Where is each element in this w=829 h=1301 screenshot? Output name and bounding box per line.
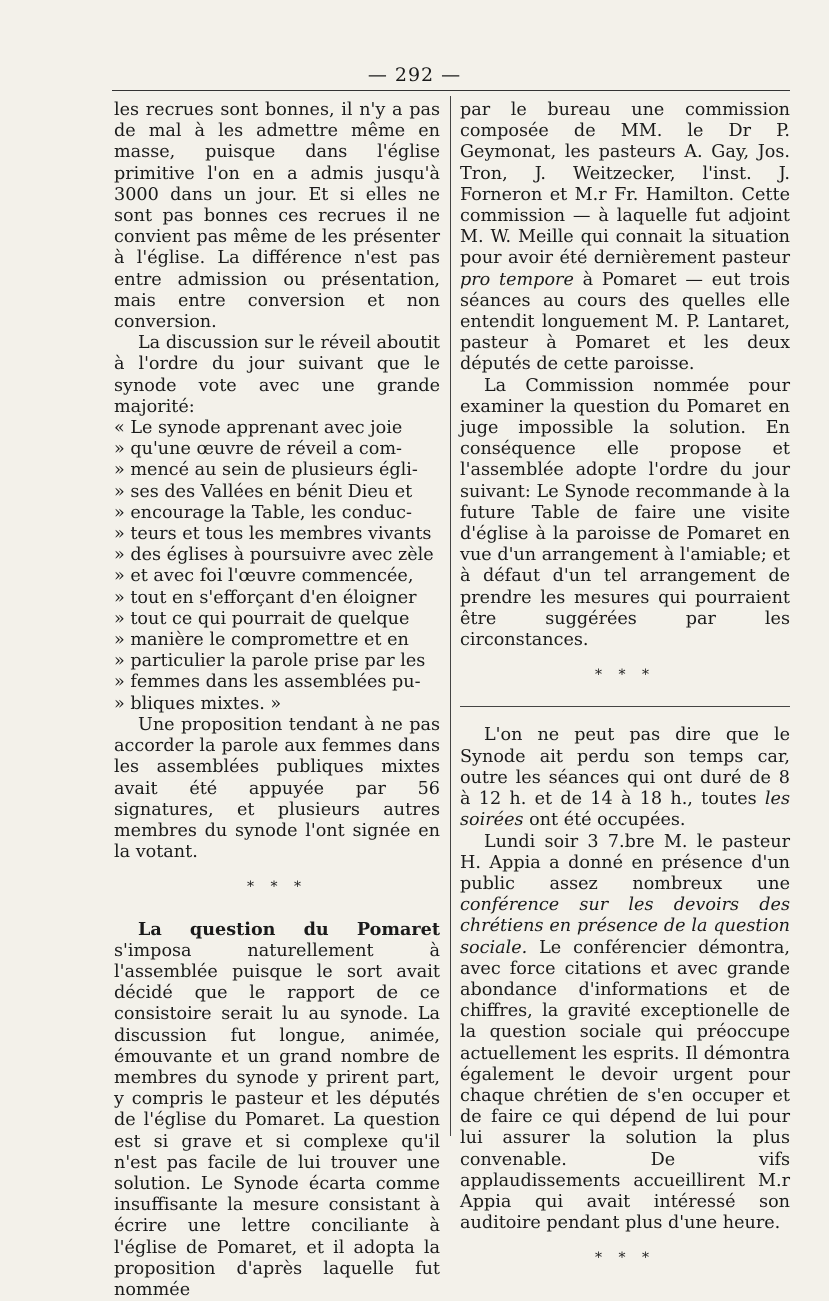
quote-line: » tout ce qui pourrait de quelque — [114, 608, 410, 629]
quote-line: » bliques mixtes. » — [114, 693, 282, 714]
quote-line: » des églises à poursuivre avec zèle — [114, 545, 434, 566]
quote-line: » manière le compromettre et en — [114, 630, 409, 651]
right-column — [460, 100, 790, 1290]
quote-line: » et avec foi l'œuvre commencée, — [114, 566, 414, 587]
section-separator: * * * — [247, 879, 307, 896]
paragraph: Lundi soir 3 7.bre M. le pasteur H. Appia a donné en présence d'un public assez nombreux une conférence sur les devoirs des chrétiens en présence de la question sociale. Le conférencier démontra, avec force citations et avec grande abondance d'informations et de chiffres, la gravité exceptionelle de la question sociale qui préoccupe actuellement les esprits. Il démontra également le devoir urgent pour chaque chrétien de s'en occuper et de faire ce qui dépend de lui pour lui assurer la solution la plus convenable. De vifs applaudissements accueillirent M.r Appia qui avait intéressé son auditoire pendant plus d'une heure. — [460, 831, 790, 1234]
separator-rule — [460, 706, 790, 707]
left-column — [114, 100, 440, 1301]
section-separator: * * * — [595, 1250, 655, 1267]
quote-line: » ses des Vallées en bénit Dieu et — [114, 481, 413, 502]
column-divider — [450, 96, 451, 1136]
paragraph: Une proposition tendant à ne pas accorder la parole aux femmes dans les assemblées publiques mixtes avait été appuyée par 56 signatures, et plusieurs autres membres du synode l'ont signée en la votant. — [114, 714, 440, 863]
paragraph: L'on ne peut pas dire que le Synode ait perdu son temps car, outre les séances qui ont duré de 8 à 12 h. et de 14 à 18 h., toutes les soirées ont été occupées. — [460, 725, 790, 831]
quote-line: » femmes dans les assemblées pu- — [114, 672, 421, 693]
section-separator: * * * — [595, 667, 655, 684]
header-rule — [112, 90, 790, 91]
paragraph: par le bureau une commission composée de MM. le Dr P. Geymonat, les pasteurs A. Gay, Jos. Tron, J. Weitzecker, l'inst. J. Forneron et M.r Fr. Hamilton. Cette commission — à laquelle fut adjoint M. W. Meille qui connait la situation pour avoir été dernièrement pasteur pro tempore à Pomaret — eut trois séances au cours des quelles elle entendit longuement M. P. Lantaret, pasteur à Pomaret et les deux députés de cette paroisse. — [460, 100, 790, 375]
quote-line: » tout en s'efforçant d'en éloigner — [114, 587, 417, 608]
paragraph: La Commission nommée pour examiner la question du Pomaret en juge impossible la solution. En conséquence elle propose et l'assemblée adopte l'ordre du jour suivant: Le Synode recommande à la future Table de faire une visite d'église à la paroisse de Pomaret en vue d'un arrangement à l'amiable; et à défaut d'un tel arrangement de prendre les mesures qui pourraient être suggérées par les circonstances. — [460, 375, 790, 651]
quote-line: « Le synode apprenant avec joie — [114, 418, 403, 439]
quote-line: » qu'une œuvre de réveil a com- — [114, 439, 402, 460]
quote-line: » particulier la parole prise par les — [114, 651, 426, 672]
section-heading: La question du Pomaret — [138, 918, 440, 940]
paragraph: les recrues sont bonnes, il n'y a pas de mal à les admettre même en masse, puisque dans l'église primitive l'on en a admis jusqu'à 3000 dans un jour. Et si elles ne sont pas bonnes ces recrues il ne convient pas même de les présenter à l'église. La différence n'est pas entre admission ou présentation, mais entre conversion et non conversion. — [114, 100, 440, 333]
quoted-resolution — [114, 418, 440, 715]
paragraph: La question du Pomaret s'imposa naturellement à l'assemblée puisque le sort avait décidé que le rapport de ce consistoire serait lu au synode. La discussion fut longue, animée, émouvante et un grand nombre de membres du synode y prirent part, y compris le pasteur et les députés de l'église du Pomaret. La question est si grave et si complexe qu'il n'est pas facile de lui trouver une solution. Le Synode écarta comme insuffisante la mesure consistant à écrire une lettre conciliante à l'église de Pomaret, et il adopta la proposition d'après laquelle fut nommée — [114, 918, 440, 1300]
quote-line: » teurs et tous les membres vivants — [114, 524, 432, 545]
quote-line: » mencé au sein de plusieurs égli- — [114, 460, 418, 481]
page-number: — 292 — — [367, 64, 462, 86]
quote-line: » encourage la Table, les conduc- — [114, 502, 412, 523]
paragraph: La discussion sur le réveil aboutit à l'ordre du jour suivant que le synode vote avec une grande majorité: — [114, 333, 440, 417]
